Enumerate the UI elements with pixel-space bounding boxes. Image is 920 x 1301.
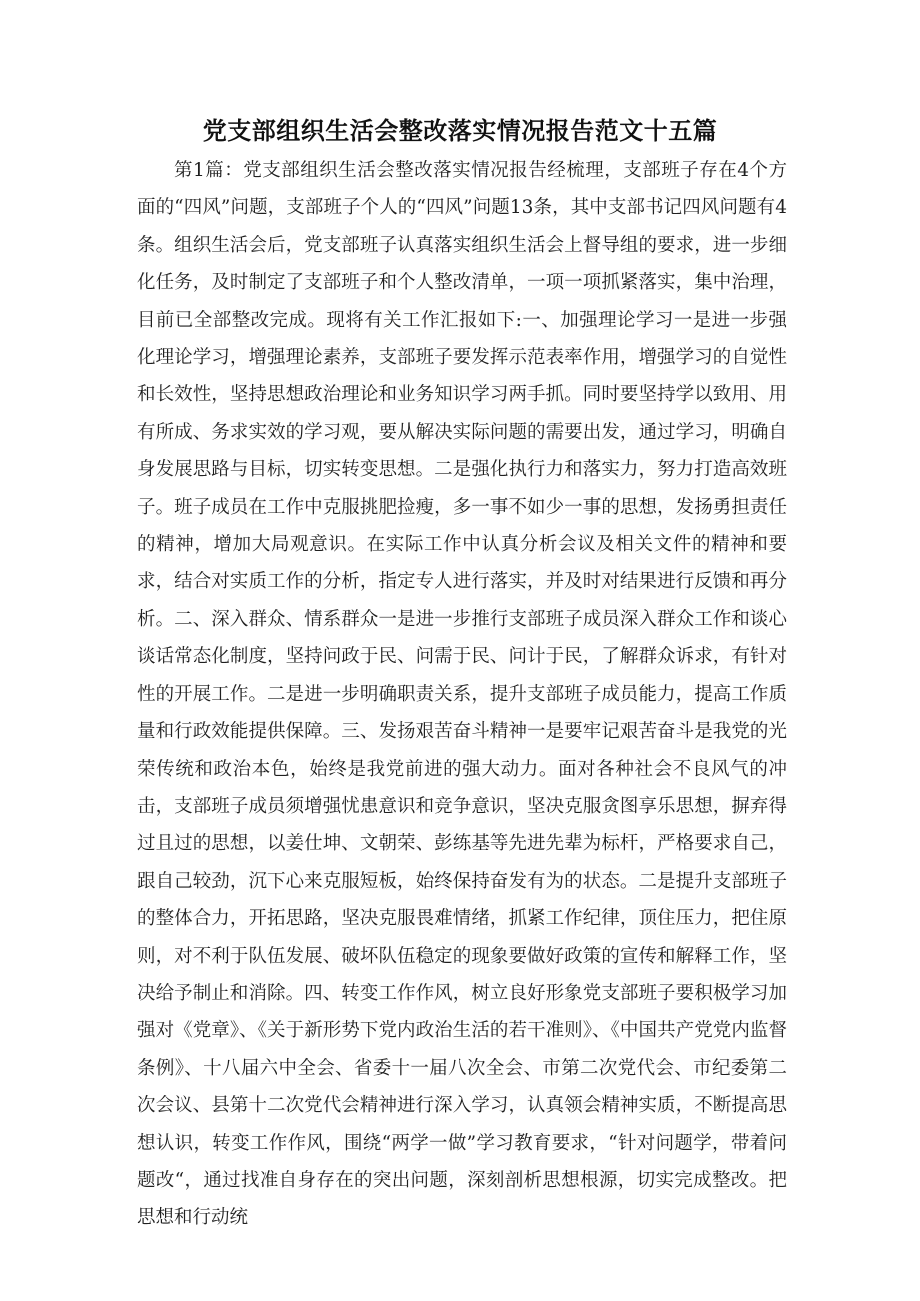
document-body-paragraph: 第1篇：党支部组织生活会整改落实情况报告经梳理，支部班子存在4个方面的“四风”问题，支部班子个人的“四风”问题13条，其中支部书记四风问题有4条。组织生活会后，党支部班子认真落实组织生活会上督导组的要求，进一步细化任务，及时制定了支部班子和个人整改清单，一项一项抓紧落实，集中治理，目前已全部整改完成。现将有关工作汇报如下:一、加强理论学习一是进一步强化理论学习，增强理论素养，支部班子要发挥示范表率作用，增强学习的自觉性和长效性，坚持思想政治理论和业务知识学习两手抓。同时要坚持学以致用、用有所成、务求实效的学习观，要从解决实际问题的需要出发，通过学习，明确自身发展思路与目标，切实转变思想。二是强化执行力和落实力，努力打造高效班子。班子成员在工作中克服挑肥捡瘦，多一事不如少一事的思想，发扬勇担责任的精神，增加大局观意识。在实际工作中认真分析会议及相关文件的精神和要求，结合对实质工作的分析，指定专人进行落实，并及时对结果进行反馈和再分析。二、深入群众、情系群众一是进一步推行支部班子成员深入群众工作和谈心谈话常态化制度，坚持问政于民、问需于民、问计于民，了解群众诉求，有针对性的开展工作。二是进一步明确职责关系，提升支部班子成员能力，提高工作质量和行政效能提供保障。三、发扬艰苦奋斗精神一是要牢记艰苦奋斗是我党的光荣传统和政治本色，始终是我党前进的强大动力。面对各种社会不良风气的冲击，支部班子成员须增强忧患意识和竞争意识，坚决克服贪图享乐思想，摒弃得过且过的思想，以姜仕坤、文朝荣、彭练基等先进先辈为标杆，严格要求自己，跟自己较劲，沉下心来克服短板，始终保持奋发有为的状态。二是提升支部班子的整体合力，开拓思路，坚决克服畏难情绪，抓紧工作纪律，顶住压力，把住原则，对不利于队伍发展、破坏队伍稳定的现象要做好政策的宣传和解释工作，坚决给予制止和消除。四、转变工作作风，树立良好形象党支部班子要积极学习加强对《党章》、《关于新形势下党内政治生活的若干准则》、《中国共产党党内监督条例》、十八届六中全会、省委十一届八次全会、市第二次党代会、市纪委第二次会议、县第十二次党代会精神进行深入学习，认真领会精神实质，不断提高思想认识，转变工作作风，围绕“两学一做”学习教育要求，“针对问题学，带着问题改“，通过找准自身存在的突出问题，深刻剖析思想根源，切实完成整改。把思想和行动统 [137,160,787,1229]
document-title: 党支部组织生活会整改落实情况报告范文十五篇 [202,117,718,145]
